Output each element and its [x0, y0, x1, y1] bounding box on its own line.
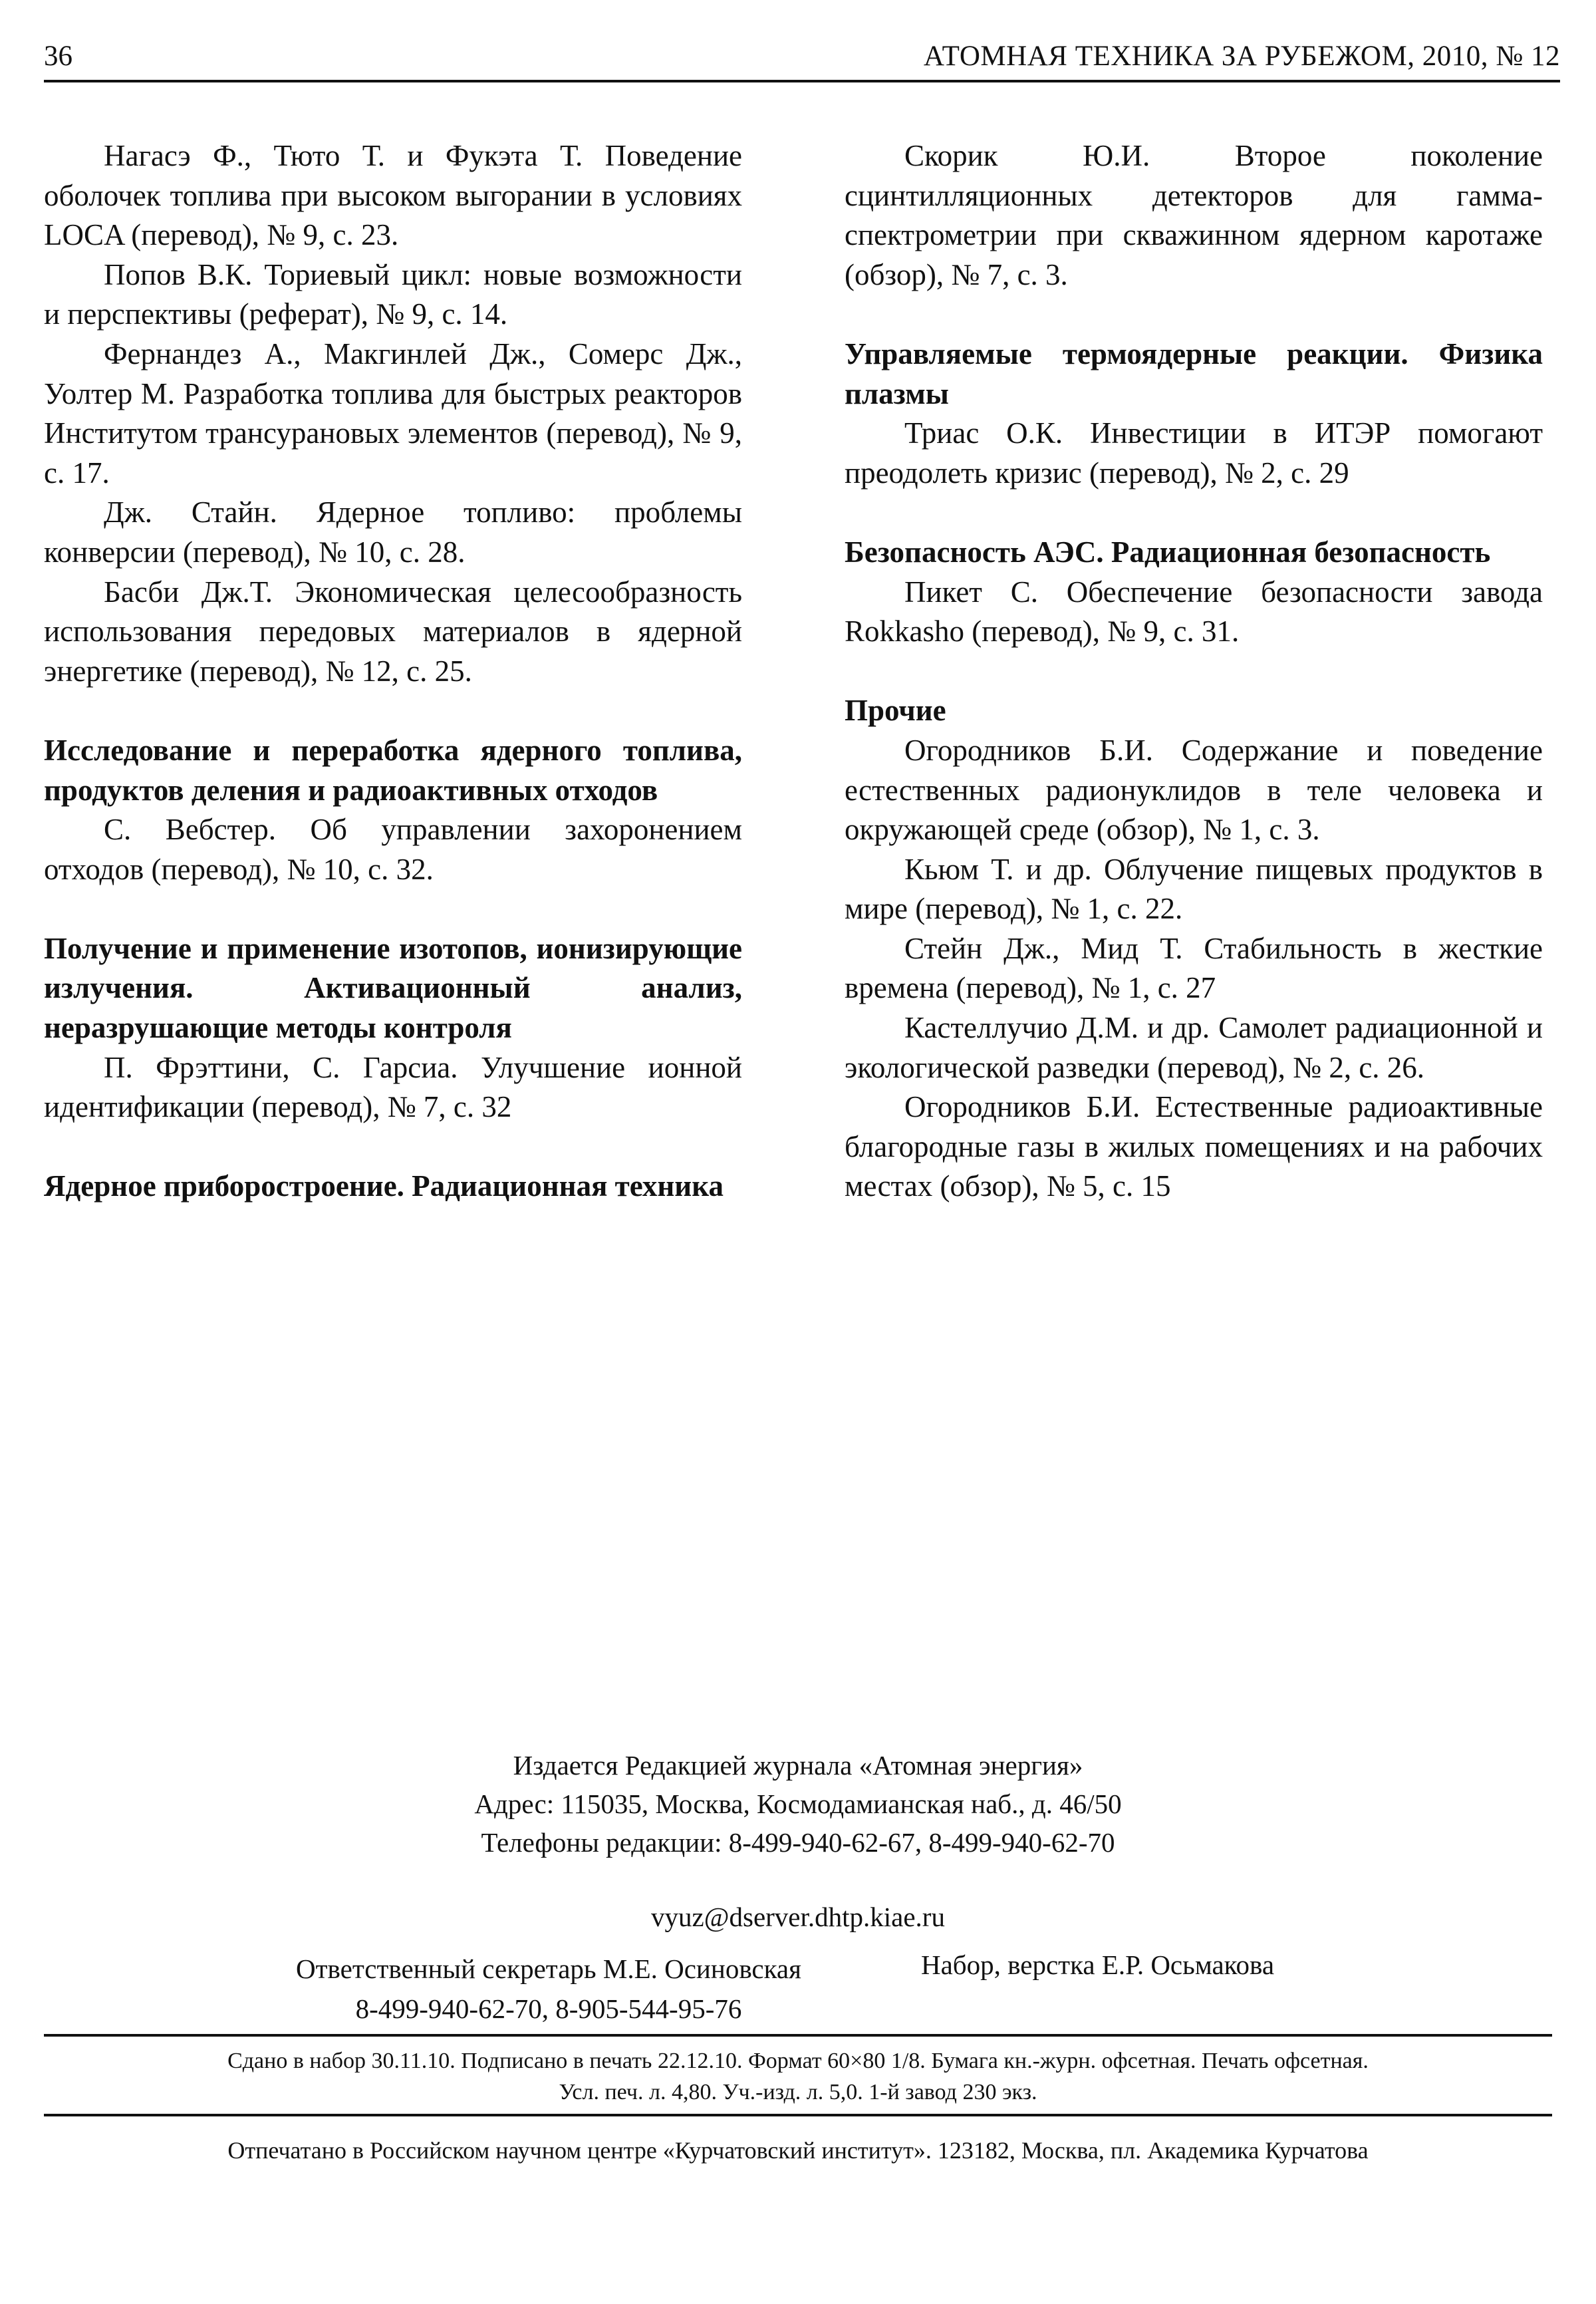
bibliography-entry: Стейн Дж., Мид Т. Стабильность в жесткие времена (перевод), № 1, с. 27	[845, 931, 1543, 1005]
print-details-line-1: Сдано в набор 30.11.10. Подписано в печать 22.12.10. Формат 60×80 1/8. Бумага кн.-журн. офсетная. Печать офсетная.	[227, 2049, 1369, 2073]
bibliography-entry: Дж. Стайн. Ядерное топливо: проблемы конверсии (перевод), № 10, с. 28.	[44, 496, 742, 569]
bibliography-entry: Кастеллучио Д.М. и др. Самолет радиационной и экологической разведки (перевод), № 2, с. 26.	[845, 1011, 1543, 1084]
section-heading-instruments: Ядерное приборостроение. Радиационная техника	[44, 1169, 724, 1203]
bibliography-entry: П. Фрэттини, С. Гарсиа. Улучшение ионной идентификации (перевод), № 7, с. 32	[44, 1050, 742, 1124]
bibliography-entry: С. Вебстер. Об управлении захоронением отходов (перевод), № 10, с. 32.	[44, 813, 742, 886]
section-heading-safety: Безопасность АЭС. Радиационная безопасность	[845, 535, 1491, 569]
bibliography-entry: Басби Дж.Т. Экономическая целесообразность использования передовых материалов в ядерной энергетике (перевод), № 12, с. 25.	[44, 575, 742, 688]
divider	[44, 2114, 1552, 2116]
page-header	[44, 37, 1560, 82]
printed-at: Отпечатано в Российском научном центре «Курчатовский институт». 123182, Москва, пл. Академика Курчатова	[227, 2137, 1369, 2164]
imprint-publisher: Издается Редакцией журнала «Атомная энергия»	[513, 1750, 1083, 1781]
bibliography-entry: Нагасэ Ф., Тюто Т. и Фукэта Т. Поведение оболочек топлива при высоком выгорании в условиях LOCA (перевод), № 9, с. 23.	[44, 139, 742, 252]
section-heading-isotopes: Получение и применение изотопов, ионизирующие излучения. Активационный анализ, неразрушающие методы контроля	[44, 931, 742, 1045]
secretary-name: Ответственный секретарь М.Е. Осиновская	[295, 1953, 801, 1984]
secretary-phones: 8-499-940-62-70, 8-905-544-95-76	[355, 1993, 742, 2024]
right-column	[845, 136, 1543, 1207]
bibliography-entry: Скорик Ю.И. Второе поколение сцинтилляционных детекторов для гамма-спектрометрии при скважинном ядерном каротаже (обзор), № 7, с. 3.	[845, 139, 1543, 291]
bibliography-entry: Пикет С. Обеспечение безопасности завода Rokkasho (перевод), № 9, с. 31.	[845, 575, 1543, 648]
bibliography-entry: Попов В.К. Ториевый цикл: новые возможности и перспективы (реферат), № 9, с. 14.	[44, 257, 742, 331]
section-heading-fusion: Управляемые термоядерные реакции. Физика плазмы	[845, 337, 1543, 410]
imprint-secretary	[263, 1949, 835, 2029]
bibliography-entry: Кьюм Т. и др. Облучение пищевых продуктов в мире (перевод), № 1, с. 22.	[845, 852, 1543, 926]
left-column	[44, 136, 742, 1207]
print-details-line-2: Усл. печ. л. 4,80. Уч.-изд. л. 5,0. 1-й завод 230 экз.	[559, 2080, 1037, 2104]
bibliography-entry: Огородников Б.И. Содержание и поведение естественных радионуклидов в теле человека и окружающей среде (обзор), № 1, с. 3.	[845, 733, 1543, 847]
page-number: 36	[44, 41, 72, 72]
running-title: АТОМНАЯ ТЕХНИКА ЗА РУБЕЖОМ, 2010, № 12	[923, 41, 1560, 72]
divider	[44, 2034, 1552, 2037]
imprint-typesetting: Набор, верстка Е.Р. Осьмакова	[921, 1949, 1275, 1980]
imprint-email: vyuz@dserver.dhtp.kiae.ru	[651, 1902, 945, 1932]
section-heading-fuel: Исследование и переработка ядерного топлива, продуктов деления и радиоактивных отходов	[44, 733, 742, 807]
imprint-phones: Телефоны редакции: 8-499-940-62-67, 8-499-940-62-70	[481, 1827, 1115, 1858]
section-heading-other: Прочие	[845, 694, 946, 728]
bibliography-entry: Триас О.К. Инвестиции в ИТЭР помогают преодолеть кризис (перевод), № 2, с. 29	[845, 416, 1543, 490]
imprint-address: Адрес: 115035, Москва, Космодамианская наб., д. 46/50	[474, 1789, 1122, 1819]
bibliography-entry: Фернандез А., Макгинлей Дж., Сомерс Дж., Уолтер М. Разработка топлива для быстрых реакторов Институтом трансурановых элементов (перевод), № 9, с. 17.	[44, 337, 742, 490]
bibliography-entry: Огородников Б.И. Естественные радиоактивные благородные газы в жилых помещениях и на рабочих местах (обзор), № 5, с. 15	[845, 1090, 1543, 1203]
